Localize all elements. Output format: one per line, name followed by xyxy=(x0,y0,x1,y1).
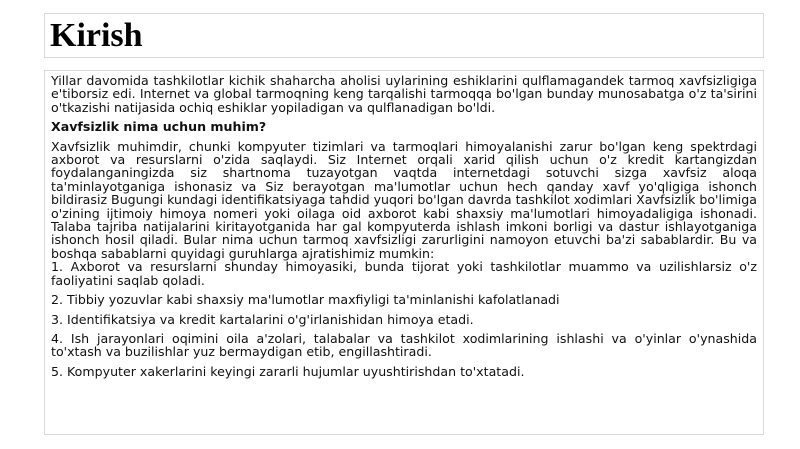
list-item: 1. Axborot va resurslarni shunday himoyasiki, bunda tijorat yoki tashkilotlar muammo va uzilishlarsiz o'z faoliyatini saqlab qoladi. xyxy=(51,259,757,288)
list-item: 4. Ish jarayonlari oqimini oila a'zolari, talabalar va tashkilot xodimlarining ishlashi va o'yinlar o'ynashida to'xtash va buzilishlar yuz bermaydigan etib, engillashtiradi. xyxy=(51,330,757,360)
page-title: Kirish xyxy=(50,17,143,54)
intro-paragraph: Yillar davomida tashkilotlar kichik shaharcha aholisi uylarining eshiklarini qulflamagandek tarmoq xavfsizligiga e'tiborsiz edi. Internet va global tarmoqning keng tarqalishi tarmoqqa bo'lgan bunday munosabatga o'z ta'sirini o'tkazishi natijasida ochiq eshiklar yopiladigan va qulflanadigan bo'ldi. xyxy=(51,73,757,115)
body-paragraph: Xavfsizlik muhimdir, chunki kompyuter tizimlari va tarmoqlari himoyalanishi zarur bo'lgan keng spektrdagi axborot va resurslarni o'zida saqlaydi. Siz Internet orqali xarid qilish uchun o'z kredit kartangizdan foydalanganingizda siz shartnoma tuzayotgan vaqtda internetdagi sotuvchi sizga xavfsiz aloqa ta'minlayotganiga ishonasiz va Siz berayotgan ma'lumotlar uchun hech qanday xavf yo'qligiga ishonch bildirasiz Bugungi kundagi identifikatsiyaga tahdid yuqori bo'lgan davrda tashkilot xodimlari Xavfsizlik bo'limiga o'zining ijtimoiy himoya nomeri yoki oilaga oid axborot kabi shaxsiy ma'lumotlari himoyadaligiga ishonadi. Talaba tajriba natijalarini kiritayotganida har gal kompyuterda ishlash imkoni borligi va dastur ishlayotganiga ishonch hosil qiladi. Bular nima uchun tarmoq xavfsizligi zarurligini namoyon etuvchi ba'zi sabablardir. Bu va boshqa sabablarni quyidagi guruhlarga ajratishimiz mumkin: xyxy=(51,138,757,261)
list-item: 2. Tibbiy yozuvlar kabi shaxsiy ma'lumotlar maxfiyligi ta'minlanishi kafolatlanadi xyxy=(51,292,560,308)
section-heading: Xavfsizlik nima uchun muhim? xyxy=(51,119,267,135)
list-item: 3. Identifikatsiya va kredit kartalarini o'g'irlanishidan himoya etadi. xyxy=(51,311,474,327)
list-item: 5. Kompyuter xakerlarini keyingi zararli hujumlar uyushtirishdan to'xtatadi. xyxy=(51,363,525,379)
title-box xyxy=(44,13,764,58)
content-box xyxy=(44,70,764,435)
